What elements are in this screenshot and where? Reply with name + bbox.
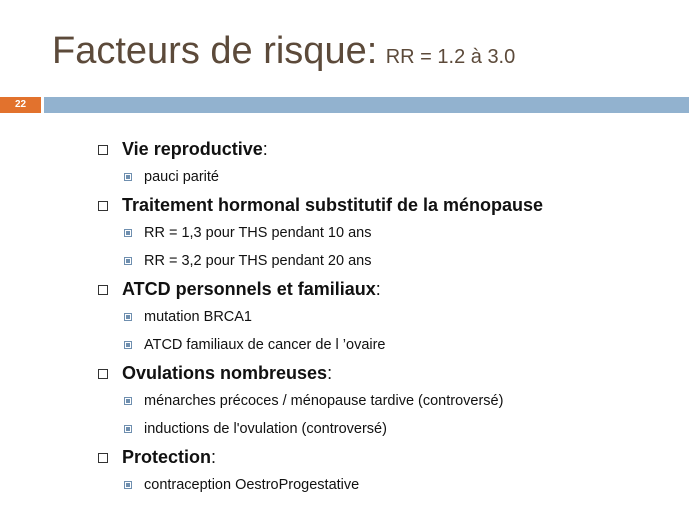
- list-item: RR = 3,2 pour THS pendant 20 ans: [98, 247, 678, 275]
- filled-square-bullet-icon: [124, 229, 132, 237]
- section-heading: Protection:: [98, 443, 678, 471]
- square-bullet-icon: [98, 453, 108, 463]
- square-bullet-icon: [98, 145, 108, 155]
- section-heading: Traitement hormonal substitutif de la ménopause: [98, 191, 678, 219]
- square-bullet-icon: [98, 201, 108, 211]
- list-item: pauci parité: [98, 163, 678, 191]
- list-item: ménarches précoces / ménopause tardive (controversé): [98, 387, 678, 415]
- section-heading: ATCD personnels et familiaux:: [98, 275, 678, 303]
- filled-square-bullet-icon: [124, 173, 132, 181]
- square-bullet-icon: [98, 285, 108, 295]
- filled-square-bullet-icon: [124, 425, 132, 433]
- header-bar: [44, 97, 689, 113]
- list-item: RR = 1,3 pour THS pendant 10 ans: [98, 219, 678, 247]
- filled-square-bullet-icon: [124, 257, 132, 265]
- list-item: contraception OestroProgestative: [98, 471, 678, 499]
- filled-square-bullet-icon: [124, 313, 132, 321]
- list-item: inductions de l'ovulation (controversé): [98, 415, 678, 443]
- square-bullet-icon: [98, 369, 108, 379]
- bullet-list: [98, 135, 678, 499]
- slide-title-main: Facteurs de risque:: [52, 30, 378, 72]
- slide-title-sub: RR = 1.2 à 3.0: [385, 46, 516, 68]
- list-item: ATCD familiaux de cancer de l ’ovaire: [98, 331, 678, 359]
- filled-square-bullet-icon: [124, 397, 132, 405]
- slide-number: 22: [0, 97, 41, 113]
- filled-square-bullet-icon: [124, 481, 132, 489]
- filled-square-bullet-icon: [124, 341, 132, 349]
- section-heading: Vie reproductive:: [98, 135, 678, 163]
- section-heading: Ovulations nombreuses:: [98, 359, 678, 387]
- slide-title: [52, 30, 515, 73]
- list-item: mutation BRCA1: [98, 303, 678, 331]
